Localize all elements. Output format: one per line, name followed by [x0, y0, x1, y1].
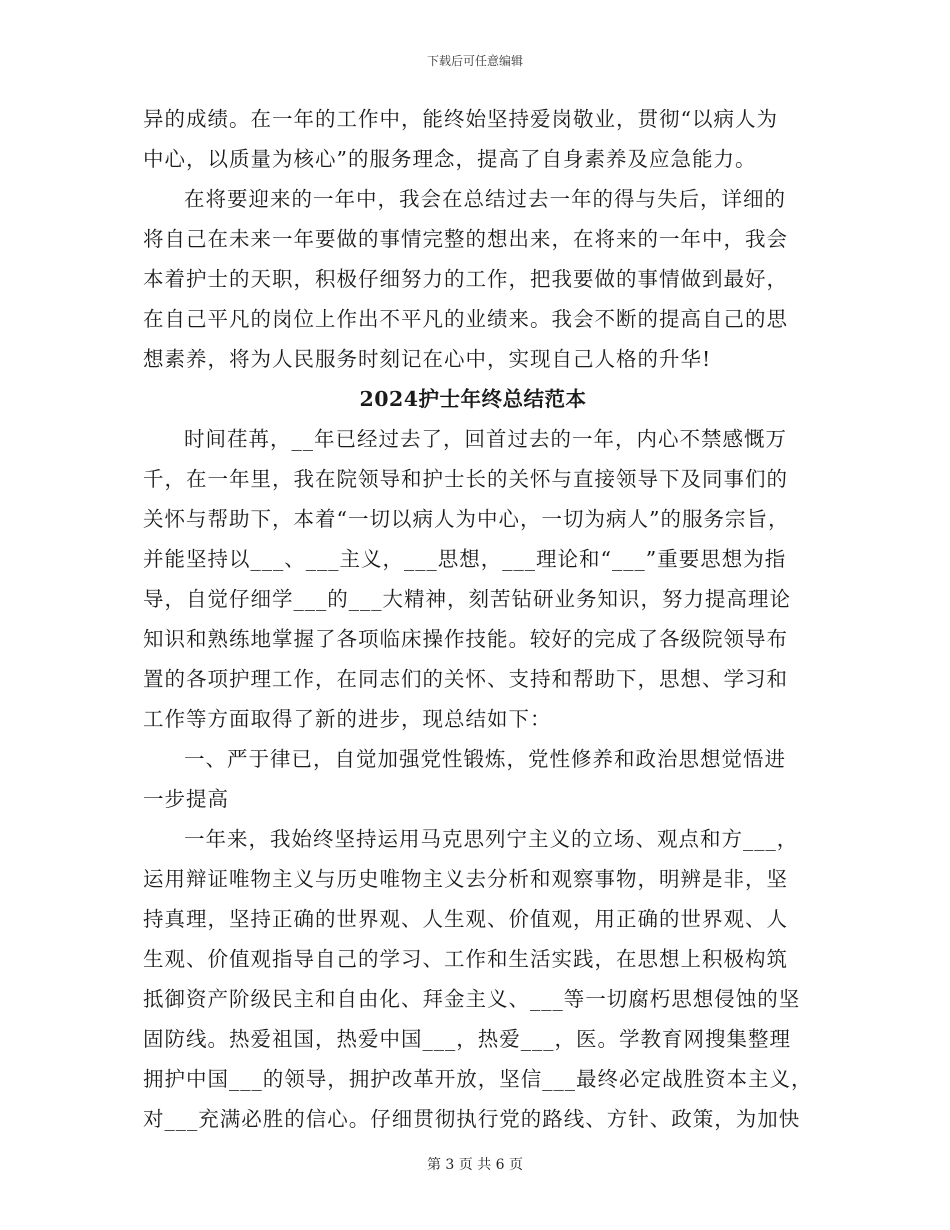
paragraph-line: 千，在一年里，我在院领导和护士长的关怀与直接领导下及同事们的 — [143, 467, 788, 491]
paragraph-line: 一步提高 — [143, 787, 229, 811]
paragraph-line: 置的各项护理工作，在同志们的关怀、支持和帮助下，思想、学习和 — [143, 667, 788, 691]
section-title: 2024护士年终总结范本 — [359, 387, 587, 411]
document-body — [143, 99, 813, 1139]
paragraph-line: 拥护中国___的领导，拥护改革开放，坚信___最终必定战胜资本主义， — [143, 1067, 813, 1091]
paragraph-line: 中心，以质量为核心”的服务理念，提高了自身素养及应急能力。 — [143, 147, 757, 171]
paragraph-line: 想素养，将为人民服务时刻记在心中，实现自己人格的升华! — [143, 347, 712, 371]
paragraph-line: 生观、价值观指导自己的学习、工作和生活实践，在思想上积极构筑 — [143, 947, 788, 971]
download-note: 下载后可任意编辑 — [426, 54, 523, 68]
paragraph-line: 固防线。热爱祖国，热爱中国___，热爱___，医。学教育网搜集整理 — [143, 1027, 791, 1051]
paragraph-line: 持真理，坚持正确的世界观、人生观、价值观，用正确的世界观、人 — [143, 907, 788, 931]
paragraph-line: 将自己在未来一年要做的事情完整的想出来，在将来的一年中，我会 — [143, 227, 788, 251]
paragraph-line: 一年来，我始终坚持运用马克思列宁主义的立场、观点和方___， — [184, 827, 799, 851]
paragraph-line: 抵御资产阶级民主和自由化、拜金主义、___等一切腐朽思想侵蚀的坚 — [143, 987, 801, 1011]
paragraph-line: 运用辩证唯物主义与历史唯物主义去分析和观察事物，明辨是非，坚 — [143, 867, 788, 891]
paragraph-line: 异的成绩。在一年的工作中，能终始坚持爱岗敬业，贯彻“以病人为 — [143, 107, 778, 131]
paragraph-line: 在将要迎来的一年中，我会在总结过去一年的得与失后，详细的 — [184, 187, 786, 211]
paragraph-line: 时间荏苒，__年已经过去了，回首过去的一年，内心不禁感慨万 — [184, 427, 787, 451]
paragraph-line: 本着护士的天职，积极仔细努力的工作，把我要做的事情做到最好， — [143, 267, 788, 291]
paragraph-line: 知识和熟练地掌握了各项临床操作技能。较好的完成了各级院领导布 — [143, 627, 788, 651]
paragraph-line: 对___充满必胜的信心。仔细贯彻执行党的路线、方针、政策，为加快 — [143, 1107, 801, 1131]
paragraph-line: 工作等方面取得了新的进步，现总结如下： — [143, 707, 552, 731]
paragraph-line: 一、严于律已，自觉加强党性锻炼，党性修养和政治思想觉悟进 — [184, 747, 786, 771]
paragraph-line: 并能坚持以___、___主义，___思想，___理论和“___”重要思想为指 — [143, 547, 787, 571]
paragraph-line: 导，自觉仔细学___的___大精神，刻苦钻研业务知识，努力提高理论 — [143, 587, 791, 611]
paragraph-line: 关怀与帮助下，本着“一切以病人为中心，一切为病人”的服务宗旨， — [143, 507, 790, 531]
page-number: 第 3 页 共 6 页 — [426, 1157, 524, 1173]
paragraph-line: 在自己平凡的岗位上作出不平凡的业绩来。我会不断的提高自己的思 — [143, 307, 788, 331]
